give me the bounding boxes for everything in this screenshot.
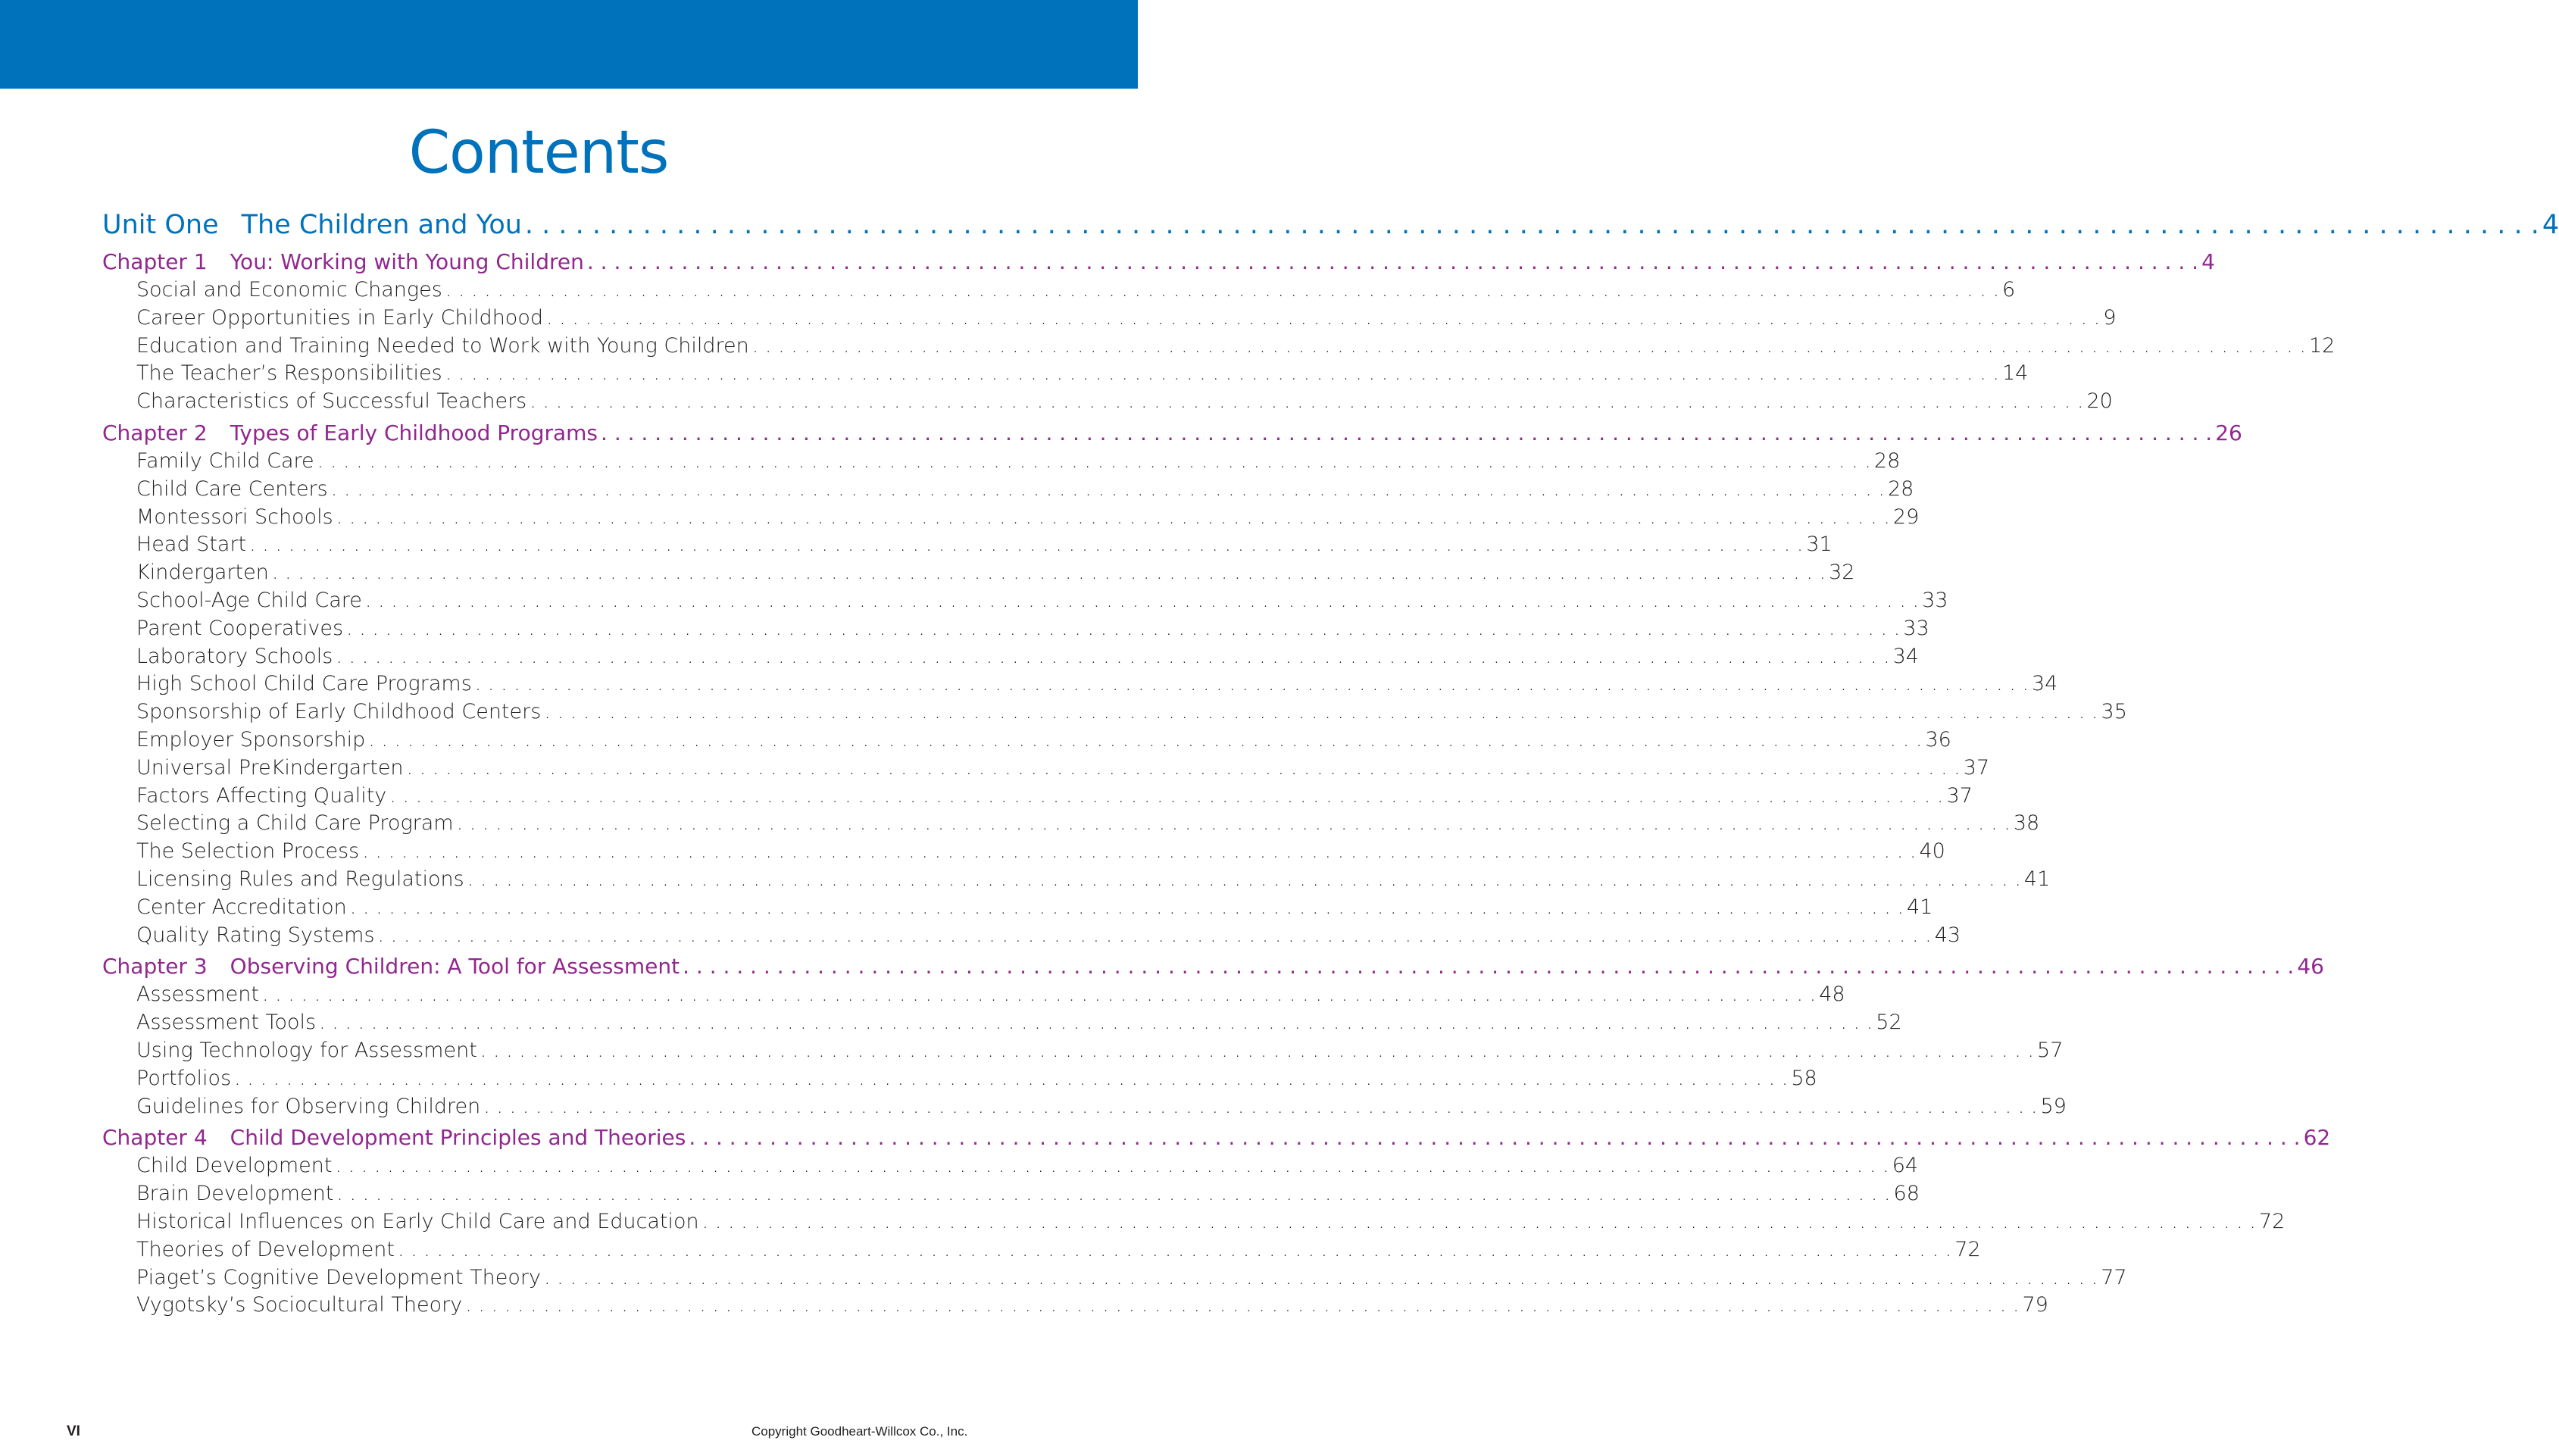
toc-section-entry[interactable] xyxy=(102,1065,1817,1093)
section-page-number: 58 xyxy=(1791,1066,1817,1090)
dot-leader: . . . . . . . . . . . . . . . . . . . . . . . . . . . . . . . . . . . . . . . . . . . . . . . . . . . . . . . . . . . . . . . . . . . . . . . . . . . . . . . . . . . . . . . . . . . . . . . . . . . . . . . . . . . . . . . . . . . . . . . . xyxy=(317,448,1871,473)
section-title: Child Care Centers xyxy=(136,476,328,501)
dot-leader: . . . . . . . . . . . . . . . . . . . . . . . . . . . . . . . . . . . . . . . . . . . . . . . . . . . . . . . . . . . . . . . . . . . . . . . . . . . . . . . . . . . . . . . . . . . . . . . . . . . . . . . . . . . . . . . . . . . . . . . . xyxy=(683,954,2295,980)
dot-leader: . . . . . . . . . . . . . . . . . . . . . . . . . . . . . . . . . . . . . . . . . . . . . . . . . . . . . . . . . . . . . . . . . . . . . . . . . . . . . . . . . . . . . . . . . . . . . . . . . . . . . . . . . . . . . . . . . . . . . . . . xyxy=(467,867,2021,891)
section-title: Family Child Care xyxy=(136,448,314,473)
chapter-number: Chapter 1 xyxy=(102,249,208,274)
chapter-page-number: 26 xyxy=(2215,420,2242,445)
section-page-number: 34 xyxy=(1892,644,1919,668)
section-title: Sponsorship of Early Childhood Centers xyxy=(136,700,542,724)
unit-title: The Children and You xyxy=(241,210,522,240)
toc-section-entry[interactable] xyxy=(102,559,1855,587)
section-title: School-Age Child Care xyxy=(136,588,362,612)
unit-heading xyxy=(102,205,525,246)
chapter-page-number: 46 xyxy=(2297,954,2324,980)
section-page-number: 36 xyxy=(1925,727,1951,751)
chapter-title: Observing Children: A Tool for Assessment xyxy=(230,954,680,980)
dot-leader: . . . . . . . . . . . . . . . . . . . . . . . . . . . . . . . . . . . . . . . . . . . . . . . . . . . . . . . . . . . . . . . . . . . . . . . . . . . . . . . . . . . . . . . . . . . . . . . . . . . . . . . . . . . . . . . . . . . . . . . . xyxy=(483,1094,2038,1118)
section-title: Brain Development xyxy=(136,1182,334,1206)
dot-leader: . . . . . . . . . . . . . . . . . . . . . . . . . . . . . . . . . . . . . . . . . . . . . . . . . . . . . . . . . . . . . . . . . . . . . . . . . . . . . . . . . . . . . . . . . . . . . . . . . . . . . . . . . . . . . . . . . . . . . . . . xyxy=(480,1038,2035,1062)
toc-section-entry[interactable] xyxy=(102,333,2336,361)
toc-section-entry[interactable] xyxy=(102,1037,2064,1065)
page-folio: VI xyxy=(67,1423,80,1439)
section-title: Universal PreKindergarten xyxy=(136,755,404,780)
chapter-number: Chapter 2 xyxy=(102,420,208,445)
section-page-number: 59 xyxy=(2040,1094,2067,1118)
section-title: Factors Affecting Quality xyxy=(136,783,387,808)
section-page-number: 32 xyxy=(1829,561,1855,585)
section-page-number: 48 xyxy=(1819,983,1845,1007)
dot-leader: . . . . . . . . . . . . . . . . . . . . . . . . . . . . . . . . . . . . . . . . . . . . . . . . . . . . . . . . . . . . . . . . . . . . . . . . . . . . . . . . . . . . . . . . . . . . . . . . . . . . . . . . . . . . . . . . . . . . . . . . xyxy=(336,644,1890,668)
dot-leader: . . . . . . . . . . . . . . . . . . . . . . . . . . . . . . . . . . . . . . . . . . . . . . . . . . . . . . . . . . . . . . . . . . . . . . . . . . . . . . . . . . . . . . . . . . . . . . . . . . . . . . . . . . . . . . . . . . . . . . . . xyxy=(336,505,1890,529)
section-title: The Teacher’s Responsibilities xyxy=(136,361,442,386)
table-of-contents xyxy=(102,205,2559,1320)
section-title: Portfolios xyxy=(136,1066,232,1090)
chapter-page-number: 4 xyxy=(2201,249,2215,274)
dot-leader: . . . . . . . . . . . . . . . . . . . . . . . . . . . . . . . . . . . . . . . . . . . . . . . . . . . . . . . . . . . . . . . . . . . . . . . . . . . . . . . . . . . . . . . . . . . . . . . . . . . . . . . . . . . . . . . . . . . . . . . . xyxy=(362,839,1917,864)
section-page-number: 77 xyxy=(2101,1265,2127,1289)
toc-section-entry[interactable] xyxy=(102,670,2058,698)
section-title: Montessori Schools xyxy=(136,505,333,529)
section-page-number: 12 xyxy=(2308,333,2336,358)
dot-leader: . . . . . . . . . . . . . . . . . . . . . . . . . . . . . . . . . . . . . . . . . . . . . . . . . . . . . . . . . . . . . . . . . . . . . . . . . . . . . . . . . . . . . . . . . . . . . . . . . . . . . . . . . . . . . . . . . . . . . . . . xyxy=(368,727,1923,751)
section-title: Characteristics of Successful Teachers xyxy=(136,389,527,414)
section-page-number: 37 xyxy=(1963,755,1990,780)
dot-leader: . . . . . . . . . . . . . . . . . . . . . . . . . . . . . . . . . . . . . . . . . . . . . . . . . . . . . . . . . . . . . . . . . . . . . . . . . . . . . . . . . . . . . . . . . . . . . . . . . . . . . . . . . . . . . . . . . . . . . . . . xyxy=(751,333,2306,358)
toc-section-entry[interactable] xyxy=(102,1180,1920,1208)
section-page-number: 57 xyxy=(2037,1038,2064,1062)
section-page-number: 35 xyxy=(2101,700,2127,724)
toc-section-entry[interactable] xyxy=(102,1264,2127,1292)
section-title: Vygotsky’s Sociocultural Theory xyxy=(136,1293,463,1317)
toc-section-entry[interactable] xyxy=(102,615,1929,643)
toc-section-entry[interactable] xyxy=(102,476,1914,504)
header-band xyxy=(0,0,1138,89)
toc-section-entry[interactable] xyxy=(102,587,1948,615)
toc-section-entry[interactable] xyxy=(102,981,1845,1009)
dot-leader: . . . . . . . . . . . . . . . . . . . . . . . . . . . . . . . . . . . . . . . . . . . . . . . . . . . . . . . . . . . . . . . . . . . . . . . . . . . . . . . . . . . . . . . . . . . . . . . . . . . . . . . . . . . . . . . . . . . . . . . . xyxy=(445,361,1999,386)
unit-page-number: 4 xyxy=(2542,210,2559,240)
section-page-number: 68 xyxy=(1893,1182,1920,1206)
unit-number: Unit One xyxy=(102,210,219,240)
toc-section-entry[interactable] xyxy=(102,360,2029,388)
dot-leader: . . . . . . . . . . . . . . . . . . . . . . . . . . . . . . . . . . . . . . . . . . . . . . . . . . . . . . . . . . . . . . . . . . . . . . . . . . . . . . . . . . . . . . . . . . . . . . . . . . . . . . . . . . . . . . . . . . . . . . . . xyxy=(271,561,1826,585)
dot-leader: . . . . . . . . . . . . . . . . . . . . . . . . . . . . . . . . . . . . . . . . . . . . . . . . . . . . . . . . . . . . . . . . . . . . . . . . . . . . . . . . . . . . . . . . . . . . . . . . . . . . . . . . . . . . . . . . . . . . . . . . xyxy=(474,672,2029,696)
section-title: Social and Economic Changes xyxy=(136,278,442,302)
section-page-number: 41 xyxy=(2023,867,2051,891)
dot-leader: . . . . . . . . . . . . . . . . . . . . . . . . . . . . . . . . . . . . . . . . . . . . . . . . . . . . . . . . . . . . . . . . . . . . . . . . . . . . . . . . . . . . . . . . . . . . . . . . . . . . . . . . . . . . . . . . . . . . . . . . xyxy=(346,616,1901,640)
section-page-number: 14 xyxy=(2001,361,2029,386)
chapter-title: Types of Early Childhood Programs xyxy=(230,420,598,445)
section-title: Piaget’s Cognitive Development Theory xyxy=(136,1265,541,1289)
page-title: Contents xyxy=(408,119,669,187)
section-page-number: 43 xyxy=(1934,923,1961,947)
toc-chapter-entry[interactable] xyxy=(102,952,2324,981)
section-page-number: 28 xyxy=(1873,448,1901,473)
chapter-heading xyxy=(102,1123,689,1152)
section-page-number: 20 xyxy=(2086,389,2113,414)
dot-leader: . . . . . . . . . . . . . . . . . . . . . . . . . . . . . . . . . . . . . . . . . . . . . . . . . . . . . . . . . . . . . . . . . . . . . . . . . . . . . . . . . . . . . . . . . . . . . . . . . . . . . . . . . . . . . . . . . . . . . . . . xyxy=(445,278,2000,302)
chapter-heading xyxy=(102,248,587,277)
toc-section-entry[interactable] xyxy=(102,388,2113,416)
section-title: Quality Rating Systems xyxy=(136,923,375,947)
section-title: Kindergarten xyxy=(136,561,269,585)
section-title: Employer Sponsorship xyxy=(136,727,366,751)
toc-section-entry[interactable] xyxy=(102,726,1951,755)
section-title: Using Technology for Assessment xyxy=(136,1038,477,1062)
dot-leader: . . . . . . . . . . . . . . . . . . . . . . . . . . . . . . . . . . . . . . . . . . . . . . . . . . . . . . . . . . . . . . . . . . . . . . . . . . . . . . . . . . . . . . . . . . . . . . . . . . . . . . . . . . . . . . . . . . . . . . . . xyxy=(543,1265,2098,1289)
toc-unit-entry[interactable] xyxy=(102,205,2559,246)
section-page-number: 38 xyxy=(2013,811,2040,836)
toc-section-entry[interactable] xyxy=(102,1292,2048,1320)
section-title: Historical Influences on Early Child Care and Education xyxy=(136,1209,699,1233)
section-title: Selecting a Child Care Program xyxy=(136,811,454,836)
dot-leader: . . . . . . . . . . . . . . . . . . . . . . . . . . . . . . . . . . . . . . . . . . . . . . . . . . . . . . . . . . . . . . . . . . . . . . . . . . . . . . . . . . . . . . . . . . . . . . . . . . . . . . . . . . . . . . . . . . . . . . . . xyxy=(586,249,2199,274)
section-page-number: 33 xyxy=(1903,616,1929,640)
dot-leader: . . . . . . . . . . . . . . . . . . . . . . . . . . . . . . . . . . . . . . . . . . . . . . . . . . . . . . . . . . . . . . . . . . . . . . . . . . . . . . . . . . . . . . . . . . . . . . . . . . . . . . . . . . . . . . . . . . . . . . . . xyxy=(601,420,2213,445)
dot-leader: . . . . . . . . . . . . . . . . . . . . . . . . . . . . . . . . . . . . . . . . . . . . . . . . . . . . . . . . . . . . . . . . . . . . . . . . . . . . . . . . . . . . . . . . . . . . . . . . . . . . . . . . . . . . . . . . . . . . . . . . xyxy=(377,923,1932,947)
dot-leader: . . . . . . . . . . . . . . . . . . . . . . . . . . . . . . . . . . . . . . . . . . . . . . . . . . . . . . . . . . . . . . . . . . . . . . . . . . . . . . . . . . . . . . . . . . . . . . . . . . . . . . . . . . . . . . . . . . . . . . . . xyxy=(249,533,1804,557)
toc-section-entry[interactable] xyxy=(102,1208,2286,1236)
toc-section-entry[interactable] xyxy=(102,531,1833,559)
section-page-number: 79 xyxy=(2022,1293,2048,1317)
section-page-number: 29 xyxy=(1892,505,1920,529)
copyright-notice: Copyright Goodheart-Willcox Co., Inc. xyxy=(751,1424,968,1439)
section-page-number: 64 xyxy=(1892,1154,1919,1178)
section-page-number: 72 xyxy=(2258,1209,2286,1233)
dot-leader: . . . . . . . . . . . . . . . . . . . . . . . . . . . . . . . . . . . . . . . . . . . . . . . . . . . . . . . . . . . . . . . . . . . . . . . . . . . . . . . . . . . . . . . . . . . . . . . . . . . . . . . . . . . . . . . . . . . . . . . . xyxy=(544,700,2098,724)
toc-section-entry[interactable] xyxy=(102,698,2127,726)
section-page-number: 34 xyxy=(2032,672,2058,696)
toc-chapter-entry[interactable] xyxy=(102,419,2242,448)
section-title: Education and Training Needed to Work with Young Children xyxy=(136,333,749,358)
section-title: Assessment xyxy=(136,983,259,1007)
section-page-number: 28 xyxy=(1887,476,1914,501)
dot-leader: . . . . . . . . . . . . . . . . . . . . . . . . . . . . . . . . . . . . . . . . . . . . . . . . . . . . . . . . . . . . . . . . . . . . . . . . . . . . . . . . . . . . . . . . . . . . . . . . . . . . . . . . . . . . . . . . . . . . . . . . xyxy=(456,811,2011,836)
dot-leader: . . . . . . . . . . . . . . . . . . . . . . . . . . . . . . . . . . . . . . . . . . . . . . . . . . . . . . . . . . . . . . . . . . . . . . . . . . . . . . . . . . . . . . . . . . . . . . . . . . . . . . . . . . . . . . . . . . . . . . . . xyxy=(389,783,1944,808)
section-page-number: 9 xyxy=(2103,305,2117,330)
dot-leader: . . . . . . . . . . . . . . . . . . . . . . . . . . . . . . . . . . . . . . . . . . . . . . . . . . . . . . . . . . . . . . . . . . . . . . . . . . . . . . . . . . . . . . . . . . . . . . . . . . . . . . . . . . . . . . . . . . . . . . . . xyxy=(689,1125,2301,1151)
section-page-number: 40 xyxy=(1919,839,1945,864)
toc-chapter-entry[interactable] xyxy=(102,1123,2331,1152)
section-page-number: 31 xyxy=(1806,533,1833,557)
section-title: The Selection Process xyxy=(136,839,360,864)
toc-section-entry[interactable] xyxy=(102,1009,1902,1037)
chapter-heading xyxy=(102,952,683,981)
section-title: Guidelines for Observing Children xyxy=(136,1094,481,1118)
section-title: Assessment Tools xyxy=(136,1011,317,1035)
toc-section-entry[interactable] xyxy=(102,755,1990,783)
toc-section-entry[interactable] xyxy=(102,1093,2067,1121)
dot-leader: . . . . . . . . . . . . . . . . . . . . . . . . . . . . . . . . . . . . . . . . . . . . . . . . . . . . . . . . . . . . . . . . . . . . . . . . . . . . . . . . . . . . . . . . . . . . . . . . . . . . . . . . . . . . . . . . . . . . . . . . xyxy=(234,1066,1789,1090)
dot-leader: . . . . . . . . . . . . . . . . . . . . . . . . . . . . . . . . . . . . . . . . . . . . . . . . . . . . . . . . . . . . . . . . . . . . . . . . . . . . . . . . . . . . . . . . . . . . . . . . . . . . . . . . . . . . . . . . . . . . . . . . xyxy=(364,588,1920,612)
section-page-number: 37 xyxy=(1946,783,1973,808)
dot-leader: . . . . . . . . . . . . . . . . . . . . . . . . . . . . . . . . . . . . . . . . . . . . . . . . . . . . . . . . . . . . . . . . . . . . . . . . . . . . . . . . . . . . . . . . . . . . . . . . . . . . . . . . . . . . . . . . . . . . . . . . xyxy=(701,1209,2256,1233)
toc-section-entry[interactable] xyxy=(102,810,2040,838)
section-title: Laboratory Schools xyxy=(136,644,333,668)
dot-leader: . . . . . . . . . . . . . . . . . . . . . . . . . . . . . . . . . . . . . . . . . . . . . . . . . . . . . . . . . . . . . . . . . . . . . . . . . . . . . . . . . . . . . . . . . . . . . . . . . . . . . . . . . . . . . . . . . . . . . . . . xyxy=(406,755,1961,780)
section-title: High School Child Care Programs xyxy=(136,672,472,696)
dot-leader: . . . . . . . . . . . . . . . . . . . . . . . . . . . . . . . . . . . . . . . . . . . . . . . . . . . . . . . . . . . . . . . . . . . . . . . . . . . . . . . . . . . . . . . . . . . . . . . . . . . . . . . . . . . . . . . . . . . . . . . . xyxy=(330,476,1885,501)
dot-leader: . . . . . . . . . . . . . . . . . . . . . . . . . . . . . . . . . . . . . . . . . . . . . . . . . . . . . . . . . . . . . . . . . . . . . . . . . . . . . . . . . . . . . . . . . . . . . . . . . . . . . . . . . . . . . . . . . . . . . . . . xyxy=(530,389,2084,414)
section-title: Theories of Development xyxy=(136,1237,395,1261)
toc-section-entry[interactable] xyxy=(102,504,1920,532)
toc-section-entry[interactable] xyxy=(102,1236,1981,1264)
section-title: Licensing Rules and Regulations xyxy=(136,867,464,891)
dot-leader: . . . . . . . . . . . . . . . . . . . . . . . . . . . . . . . . . . . . . . . . . . . . . . . . . . . . . . . . . . . . . . . . . . . . . . . . . . . . . . . . . . . . . . . . . . . . . . . . . . . . . . . . . . . . . . . . . . . . . . . . xyxy=(545,305,2101,330)
dot-leader: . . . . . . . . . . . . . . . . . . . . . . . . . . . . . . . . . . . . . . . . . . . . . . . . . . . . . . . . . . . . . . . . . . . . . . . . . . . . . . . . . . . . . . . . . . . . . . . . . . . . . . . . . . . . . . . . . . . . . . . . xyxy=(524,210,2539,240)
section-title: Parent Cooperatives xyxy=(136,616,344,640)
toc-section-entry[interactable] xyxy=(102,1152,1919,1180)
chapter-number: Chapter 4 xyxy=(102,1125,208,1151)
dot-leader: . . . . . . . . . . . . . . . . . . . . . . . . . . . . . . . . . . . . . . . . . . . . . . . . . . . . . . . . . . . . . . . . . . . . . . . . . . . . . . . . . . . . . . . . . . . . . . . . . . . . . . . . . . . . . . . . . . . . . . . . xyxy=(465,1293,2020,1317)
toc-section-entry[interactable] xyxy=(102,643,1919,671)
chapter-page-number: 62 xyxy=(2303,1125,2331,1151)
dot-leader: . . . . . . . . . . . . . . . . . . . . . . . . . . . . . . . . . . . . . . . . . . . . . . . . . . . . . . . . . . . . . . . . . . . . . . . . . . . . . . . . . . . . . . . . . . . . . . . . . . . . . . . . . . . . . . . . . . . . . . . . xyxy=(336,1182,1891,1206)
chapter-number: Chapter 3 xyxy=(102,954,208,980)
section-title: Career Opportunities in Early Childhood xyxy=(136,305,543,330)
section-page-number: 6 xyxy=(2002,278,2016,302)
toc-section-entry[interactable] xyxy=(102,305,2117,333)
chapter-title: Child Development Principles and Theories xyxy=(230,1125,686,1151)
dot-leader: . . . . . . . . . . . . . . . . . . . . . . . . . . . . . . . . . . . . . . . . . . . . . . . . . . . . . . . . . . . . . . . . . . . . . . . . . . . . . . . . . . . . . . . . . . . . . . . . . . . . . . . . . . . . . . . . . . . . . . . . xyxy=(349,895,1904,919)
chapter-title: You: Working with Young Children xyxy=(230,249,584,274)
section-page-number: 72 xyxy=(1954,1237,1981,1261)
dot-leader: . . . . . . . . . . . . . . . . . . . . . . . . . . . . . . . . . . . . . . . . . . . . . . . . . . . . . . . . . . . . . . . . . . . . . . . . . . . . . . . . . . . . . . . . . . . . . . . . . . . . . . . . . . . . . . . . . . . . . . . . xyxy=(397,1237,1952,1261)
dot-leader: . . . . . . . . . . . . . . . . . . . . . . . . . . . . . . . . . . . . . . . . . . . . . . . . . . . . . . . . . . . . . . . . . . . . . . . . . . . . . . . . . . . . . . . . . . . . . . . . . . . . . . . . . . . . . . . . . . . . . . . . xyxy=(335,1154,1889,1178)
section-title: Center Accreditation xyxy=(136,895,347,919)
section-title: Child Development xyxy=(136,1154,333,1178)
toc-section-entry[interactable] xyxy=(102,922,1961,950)
toc-section-entry[interactable] xyxy=(102,866,2051,894)
toc-chapter-entry[interactable] xyxy=(102,248,2215,277)
dot-leader: . . . . . . . . . . . . . . . . . . . . . . . . . . . . . . . . . . . . . . . . . . . . . . . . . . . . . . . . . . . . . . . . . . . . . . . . . . . . . . . . . . . . . . . . . . . . . . . . . . . . . . . . . . . . . . . . . . . . . . . . xyxy=(261,983,1817,1007)
chapter-heading xyxy=(102,419,601,448)
toc-section-entry[interactable] xyxy=(102,783,1973,811)
section-title: Head Start xyxy=(136,533,247,557)
section-page-number: 41 xyxy=(1907,895,1933,919)
toc-section-entry[interactable] xyxy=(102,894,1933,922)
toc-section-entry[interactable] xyxy=(102,838,1945,866)
section-page-number: 33 xyxy=(1922,588,1948,612)
dot-leader: . . . . . . . . . . . . . . . . . . . . . . . . . . . . . . . . . . . . . . . . . . . . . . . . . . . . . . . . . . . . . . . . . . . . . . . . . . . . . . . . . . . . . . . . . . . . . . . . . . . . . . . . . . . . . . . . . . . . . . . . xyxy=(319,1011,1873,1035)
section-page-number: 52 xyxy=(1876,1011,1902,1035)
toc-section-entry[interactable] xyxy=(102,277,2016,305)
toc-section-entry[interactable] xyxy=(102,448,1901,476)
